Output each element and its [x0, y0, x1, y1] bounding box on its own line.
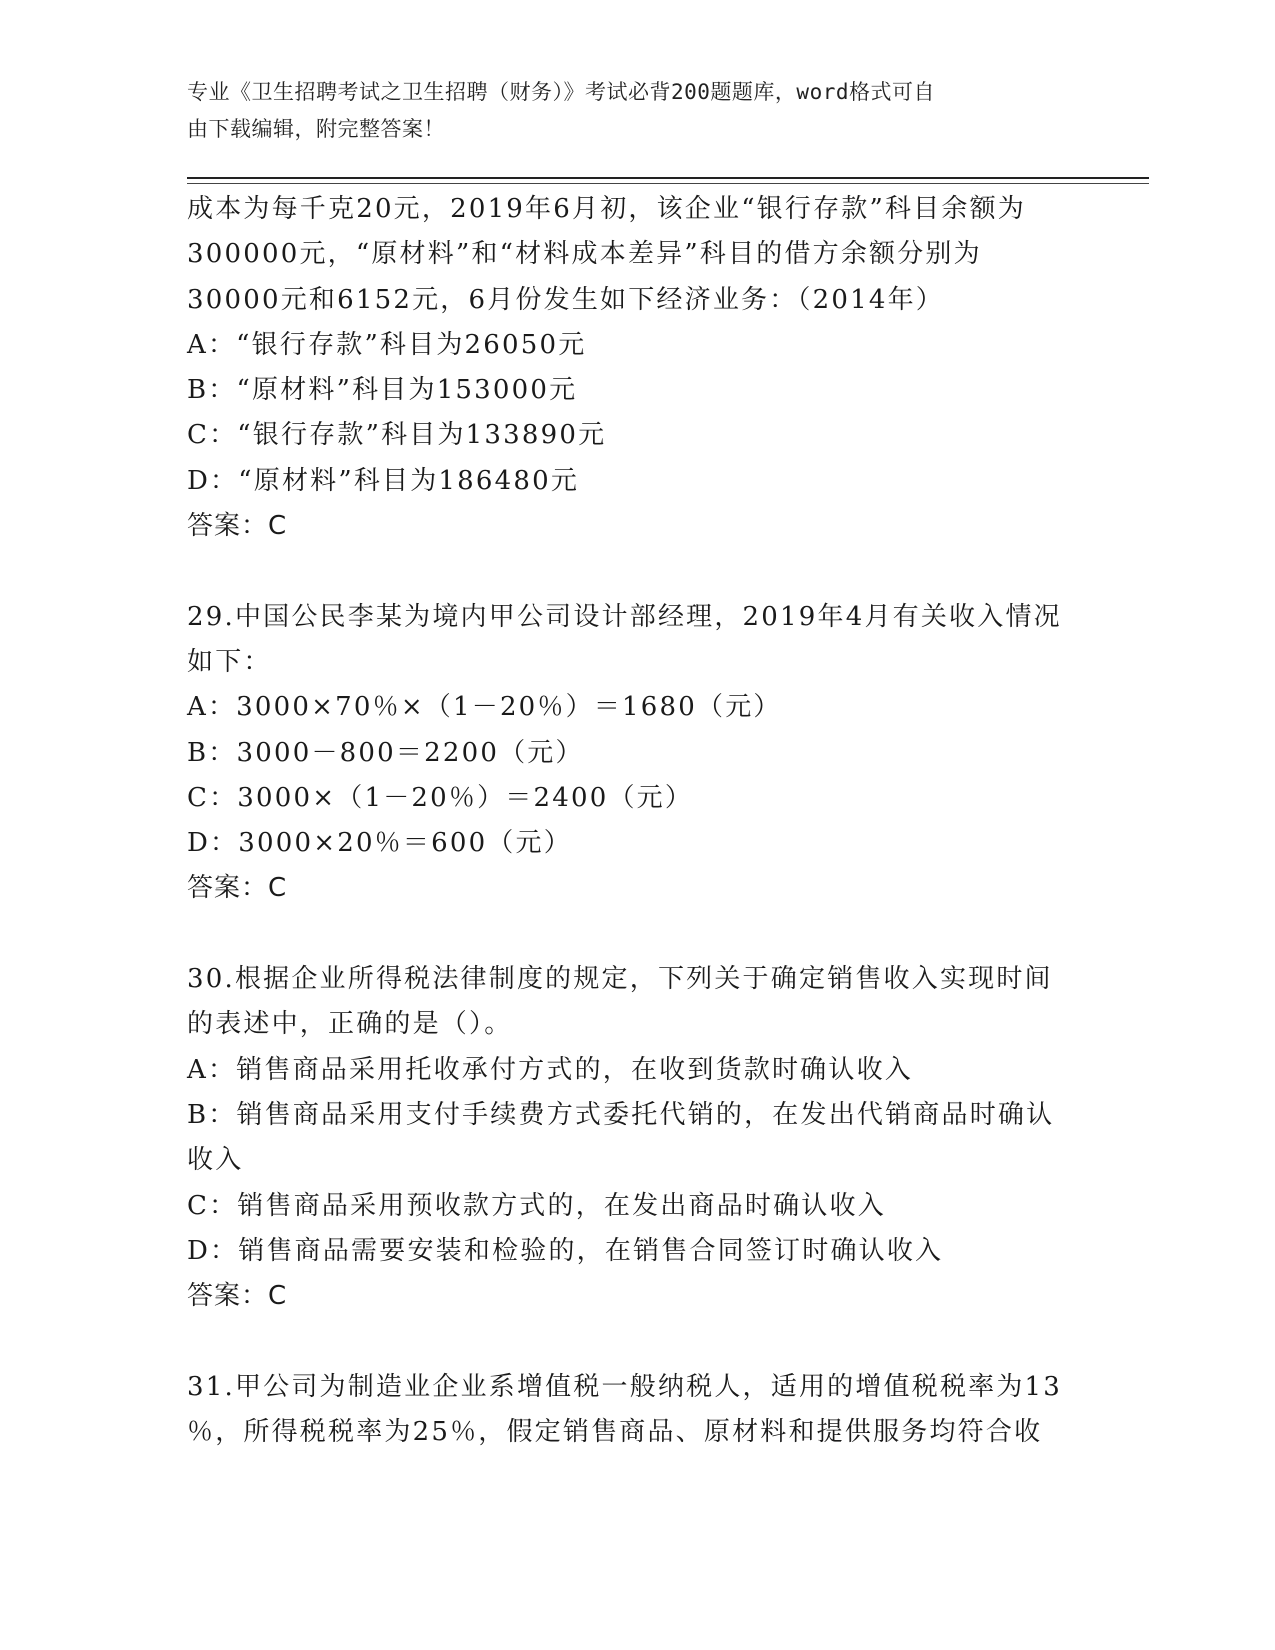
question-stem-line: 成本为每千克20元，2019年6月初，该企业“银行存款”科目余额为 — [187, 194, 1026, 224]
option-b: B：“原材料”科目为153000元 — [187, 375, 578, 406]
question-stem-line: 29.中国公民李某为境内甲公司设计部经理，2019年4月有关收入情况 — [187, 601, 1062, 632]
option-c: C：销售商品采用预收款方式的，在发出商品时确认收入 — [187, 1190, 886, 1221]
question-stem-line: 的表述中，正确的是（）。 — [187, 1009, 513, 1040]
option-a: A：3000×70％×（1－20％）＝1680（元） — [187, 692, 782, 723]
spacer — [187, 549, 1087, 594]
option-d: D：销售商品需要安装和检验的，在销售合同签订时确认收入 — [187, 1235, 944, 1266]
option-d: D：“原材料”科目为186480元 — [187, 465, 580, 496]
option-b: B：3000－800＝2200（元） — [187, 737, 584, 768]
question-28-continuation — [187, 187, 1087, 549]
option-c: C：3000×（1－20％）＝2400（元） — [187, 782, 694, 813]
header-divider-thin — [187, 183, 1149, 184]
question-31 — [187, 1365, 1087, 1456]
question-stem-line: 30.根据企业所得税法律制度的规定，下列关于确定销售收入实现时间 — [187, 964, 1053, 995]
spacer — [187, 912, 1087, 957]
option-c: C：“银行存款”科目为133890元 — [187, 420, 607, 451]
option-a: A：“银行存款”科目为26050元 — [187, 329, 587, 360]
spacer — [187, 1319, 1087, 1364]
question-30 — [187, 957, 1087, 1319]
option-b: B：销售商品采用支付手续费方式委托代销的，在发出代销商品时确认 — [187, 1099, 1055, 1130]
header-divider-thick — [187, 177, 1149, 179]
question-stem-line: 31.甲公司为制造业企业系增值税一般纳税人，适用的增值税税率为13 — [187, 1371, 1063, 1402]
answer-line: 答案：C — [187, 1281, 288, 1312]
answer-line: 答案：C — [187, 511, 288, 542]
question-content — [187, 187, 1087, 1455]
question-stem-line: 30000元和6152元，6月份发生如下经济业务：（2014年） — [187, 284, 944, 315]
header-line-2: 由下载编辑，附完整答案！ — [187, 117, 445, 141]
header-line-1: 专业《卫生招聘考试之卫生招聘（财务）》考试必背200题题库，word格式可自 — [187, 80, 935, 104]
document-header — [187, 74, 1067, 148]
question-stem-line: ％，所得税税率为25％，假定销售商品、原材料和提供服务均符合收 — [187, 1417, 1043, 1448]
question-stem-line: 如下： — [187, 646, 272, 677]
option-a: A：销售商品采用托收承付方式的，在收到货款时确认收入 — [187, 1054, 913, 1085]
option-d: D：3000×20％＝600（元） — [187, 828, 572, 859]
question-stem-line: 300000元，“原材料”和“材料成本差异”科目的借方余额分别为 — [187, 239, 982, 270]
question-29 — [187, 595, 1087, 912]
answer-line: 答案：C — [187, 873, 288, 904]
option-b-continued: 收入 — [187, 1145, 244, 1176]
